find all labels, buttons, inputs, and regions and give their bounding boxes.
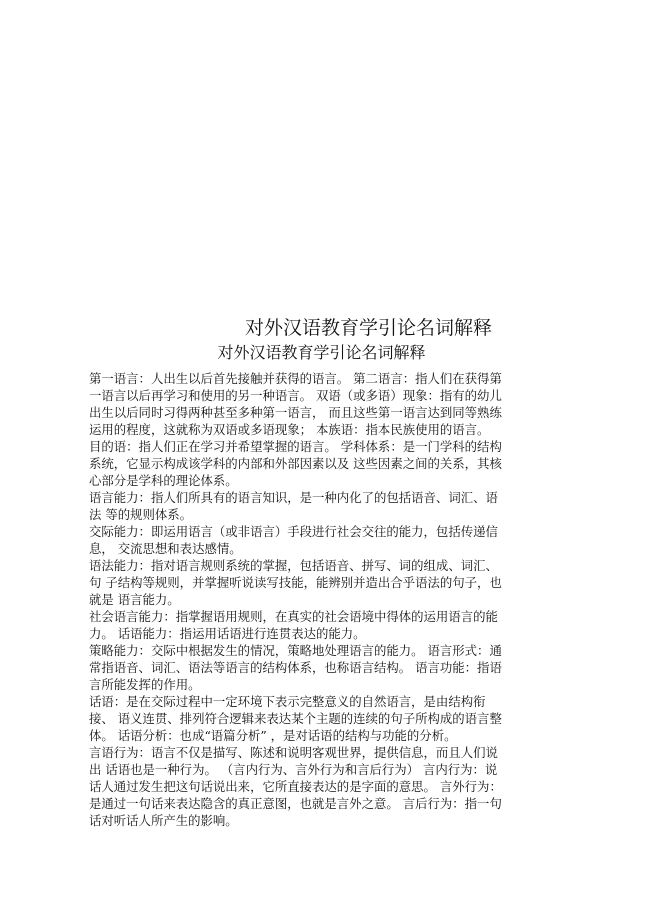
body-line: 话人通过发生把这句话说出来，它所直接表达的是字面的意思。 言外行为：: [89, 779, 502, 794]
document-body: [89, 370, 551, 829]
body-line: 策略能力：交际中根据发生的情况，策略地处理语言的能力。 语言形式：通: [89, 643, 502, 658]
body-line: 息， 交流思想和表达感情。: [89, 541, 242, 556]
document-title: 对外汉语教育学引论名词解释: [244, 317, 492, 339]
body-line: 第一语言：人出生以后首先接触并获得的语言。 第二语言：指人们在获得第: [89, 371, 502, 386]
body-line: 出生以后同时习得两种甚至多种第一语言， 而且这些第一语言达到同等熟练: [89, 405, 502, 420]
body-line: 语言能力：指人们所具有的语言知识，是一种内化了的包括语音、词汇、语: [89, 490, 498, 505]
body-line: 力。 话语能力：指运用话语进行连贯表达的能力。: [89, 626, 366, 641]
body-line: 就是 语言能力。: [89, 592, 180, 607]
body-line: 是通过一句话来表达隐含的真正意图，也就是言外之意。 言后行为：指一句: [89, 796, 502, 811]
body-line: 接、 语义连贯、排列符合逻辑来表达某个主题的连续的句子所构成的语言整: [89, 711, 502, 726]
body-line: 目的语：指人们正在学习并希望掌握的语言。 学科体系：是一门学科的结构: [89, 439, 502, 454]
body-line: 社会语言能力：指掌握语用规则，在真实的社会语境中得体的运用语言的能: [89, 609, 498, 624]
body-line: 出 话语也是一种行为。 （言内行为、言外行为和言后行为） 言内行为：说: [89, 762, 498, 777]
body-line: 交际能力：即运用语言（或非语言）手段进行社会交往的能力，包括传递信: [89, 524, 498, 539]
body-line: 常指语音、词汇、语法等语言的结构体系，也称语言结构。 语言功能：指语: [89, 660, 502, 675]
body-line: 法 等的规则体系。: [89, 507, 193, 522]
body-line: 语法能力：指对语言规则系统的掌握，包括语音、拼写、词的组成、词汇、: [89, 558, 498, 573]
body-line: 体。 话语分析：也成“语篇分析” ，是对话语的结构与功能的分析。: [89, 728, 457, 743]
body-line: 心部分是学科的理论体系。: [89, 473, 238, 488]
body-line: 句 子结构等规则，并掌握听说读写技能，能辨别并造出合乎语法的句子，也: [89, 575, 502, 590]
body-line: 言语行为：语言不仅是描写、陈述和说明客观世界，提供信息，而且人们说: [89, 745, 498, 760]
body-line: 一语言以后再学习和使用的另一种语言。 双语（或多语）现象：指有的幼儿: [89, 388, 502, 403]
body-line: 话语：是在交际过程中一定环境下表示完整意义的自然语言，是由结构衔: [89, 694, 486, 709]
body-line: 言所能发挥的作用。: [89, 677, 201, 692]
document-subtitle: 对外汉语教育学引论名词解释: [217, 343, 426, 362]
body-line: 运用的程度，这就称为双语或多语现象； 本族语：指本民族使用的语言。: [89, 422, 490, 437]
body-line: 话对听话人所产生的影响。: [89, 813, 238, 828]
body-line: 系统，它显示构成该学科的内部和外部因素以及 这些因素之间的关系，其核: [89, 456, 502, 471]
